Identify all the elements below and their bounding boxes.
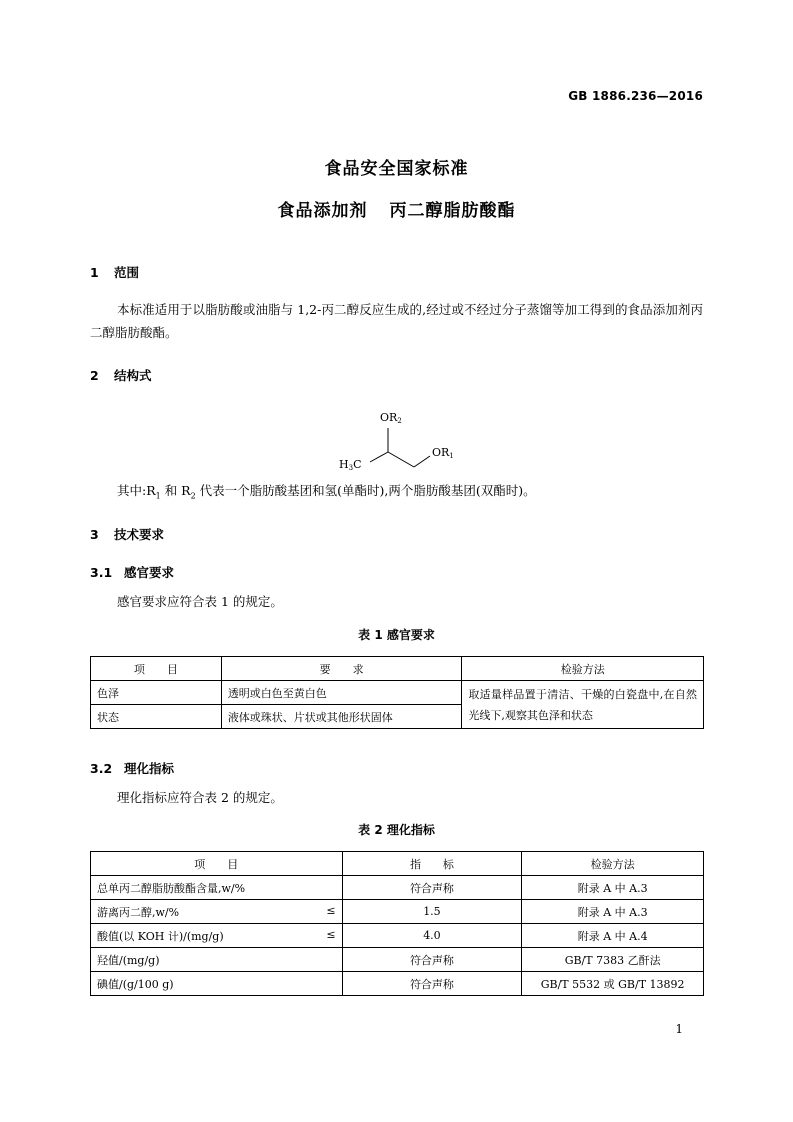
header-indicator: 指 标 — [342, 852, 522, 876]
table-row — [91, 948, 704, 972]
structural-formula — [320, 400, 480, 475]
section-number: 3.1 — [90, 565, 113, 580]
cell-requirement: 液体或珠状、片状或其他形状固体 — [221, 705, 462, 729]
formula-or2: OR2 — [380, 411, 402, 425]
section-3-2-heading — [90, 759, 174, 777]
le-symbol: ≤ — [326, 927, 336, 941]
section-title: 感官要求 — [124, 565, 175, 580]
subtitle-part-1: 食品添加剂 — [277, 201, 368, 221]
table-1-sensory — [90, 656, 704, 729]
section-title: 范围 — [114, 265, 140, 280]
cell-value: 符合声称 — [342, 876, 522, 900]
section-3-1-heading — [90, 563, 174, 581]
cell-method: 附录 A 中 A.4 — [522, 924, 704, 948]
section-3-2-body: 理化指标应符合表 2 的规定。 — [117, 790, 283, 805]
table-row — [91, 876, 704, 900]
table-row — [91, 681, 704, 705]
header-requirement: 要 求 — [221, 657, 462, 681]
header-item: 项 目 — [91, 852, 343, 876]
formula-or1: OR1 — [432, 446, 454, 460]
section-number: 2 — [90, 368, 99, 383]
table-1-caption: 表 1 感官要求 — [358, 628, 435, 642]
section-title: 结构式 — [114, 368, 152, 383]
section-3-heading — [90, 525, 164, 543]
cell-item: 羟值/(mg/g) — [91, 948, 343, 972]
cell-method: GB/T 7383 乙酐法 — [522, 948, 704, 972]
formula-note: 其中$:R_1$ 和 $R_2$ 代表一个脂肪酸基团和氢(单酯时),两个脂肪酸基团(双酯时)。 — [117, 483, 536, 501]
cell-requirement: 透明或白色至黄白色 — [221, 681, 462, 705]
bond-ch3 — [370, 452, 388, 462]
cell-value: 符合声称 — [342, 948, 522, 972]
header-method: 检验方法 — [522, 852, 704, 876]
cell-item: 碘值/(g/100 g) — [91, 972, 343, 996]
cell-item: 色泽 — [91, 681, 222, 705]
cell-item: 状态 — [91, 705, 222, 729]
page-number: 1 — [675, 1022, 683, 1036]
table-row — [91, 972, 704, 996]
table-2-physicochemical — [90, 851, 704, 996]
table-header-row — [91, 657, 704, 681]
document-subtitle — [0, 196, 793, 221]
header-method: 检验方法 — [462, 657, 704, 681]
bond-ch2 — [388, 452, 414, 467]
table-row — [91, 900, 704, 924]
bond-or1 — [414, 456, 430, 467]
cell-item: 总单丙二醇脂肪酸酯含量,w/% — [91, 876, 343, 900]
cell-item: 游离丙二醇,w/% ≤ — [91, 900, 343, 924]
section-2-heading — [90, 366, 152, 384]
header-item: 项 目 — [91, 657, 222, 681]
cell-method: 取适量样品置于清洁、干燥的白瓷盘中,在自然光线下,观察其色泽和状态 — [462, 681, 704, 729]
subtitle-part-2: 丙二醇脂肪酸酯 — [389, 201, 516, 221]
section-1-body: 本标准适用于以脂肪酸或油脂与 1,2-丙二醇反应生成的,经过或不经过分子蒸馏等加工得到的食品添加剂丙二醇脂肪酸酯。 — [90, 302, 703, 340]
section-number: 3 — [90, 527, 99, 542]
cell-item: 酸值(以 KOH 计)/(mg/g) ≤ — [91, 924, 343, 948]
section-number: 1 — [90, 265, 99, 280]
cell-method: 附录 A 中 A.3 — [522, 900, 704, 924]
section-number: 3.2 — [90, 761, 113, 776]
section-title: 理化指标 — [124, 761, 175, 776]
table-header-row — [91, 852, 704, 876]
cell-value: 4.0 — [342, 924, 522, 948]
le-symbol: ≤ — [326, 903, 336, 917]
table-row — [91, 924, 704, 948]
cell-value: 符合声称 — [342, 972, 522, 996]
table-2-caption: 表 2 理化指标 — [358, 823, 435, 837]
section-3-1-body: 感官要求应符合表 1 的规定。 — [117, 594, 283, 609]
section-title: 技术要求 — [114, 527, 165, 542]
section-1-heading — [90, 263, 139, 281]
standard-number: GB 1886.236—2016 — [568, 89, 703, 103]
cell-method: 附录 A 中 A.3 — [522, 876, 704, 900]
document-title: 食品安全国家标准 — [324, 159, 469, 179]
cell-method: GB/T 5532 或 GB/T 13892 — [522, 972, 704, 996]
cell-value: 1.5 — [342, 900, 522, 924]
formula-h3c: H3C — [339, 458, 362, 472]
